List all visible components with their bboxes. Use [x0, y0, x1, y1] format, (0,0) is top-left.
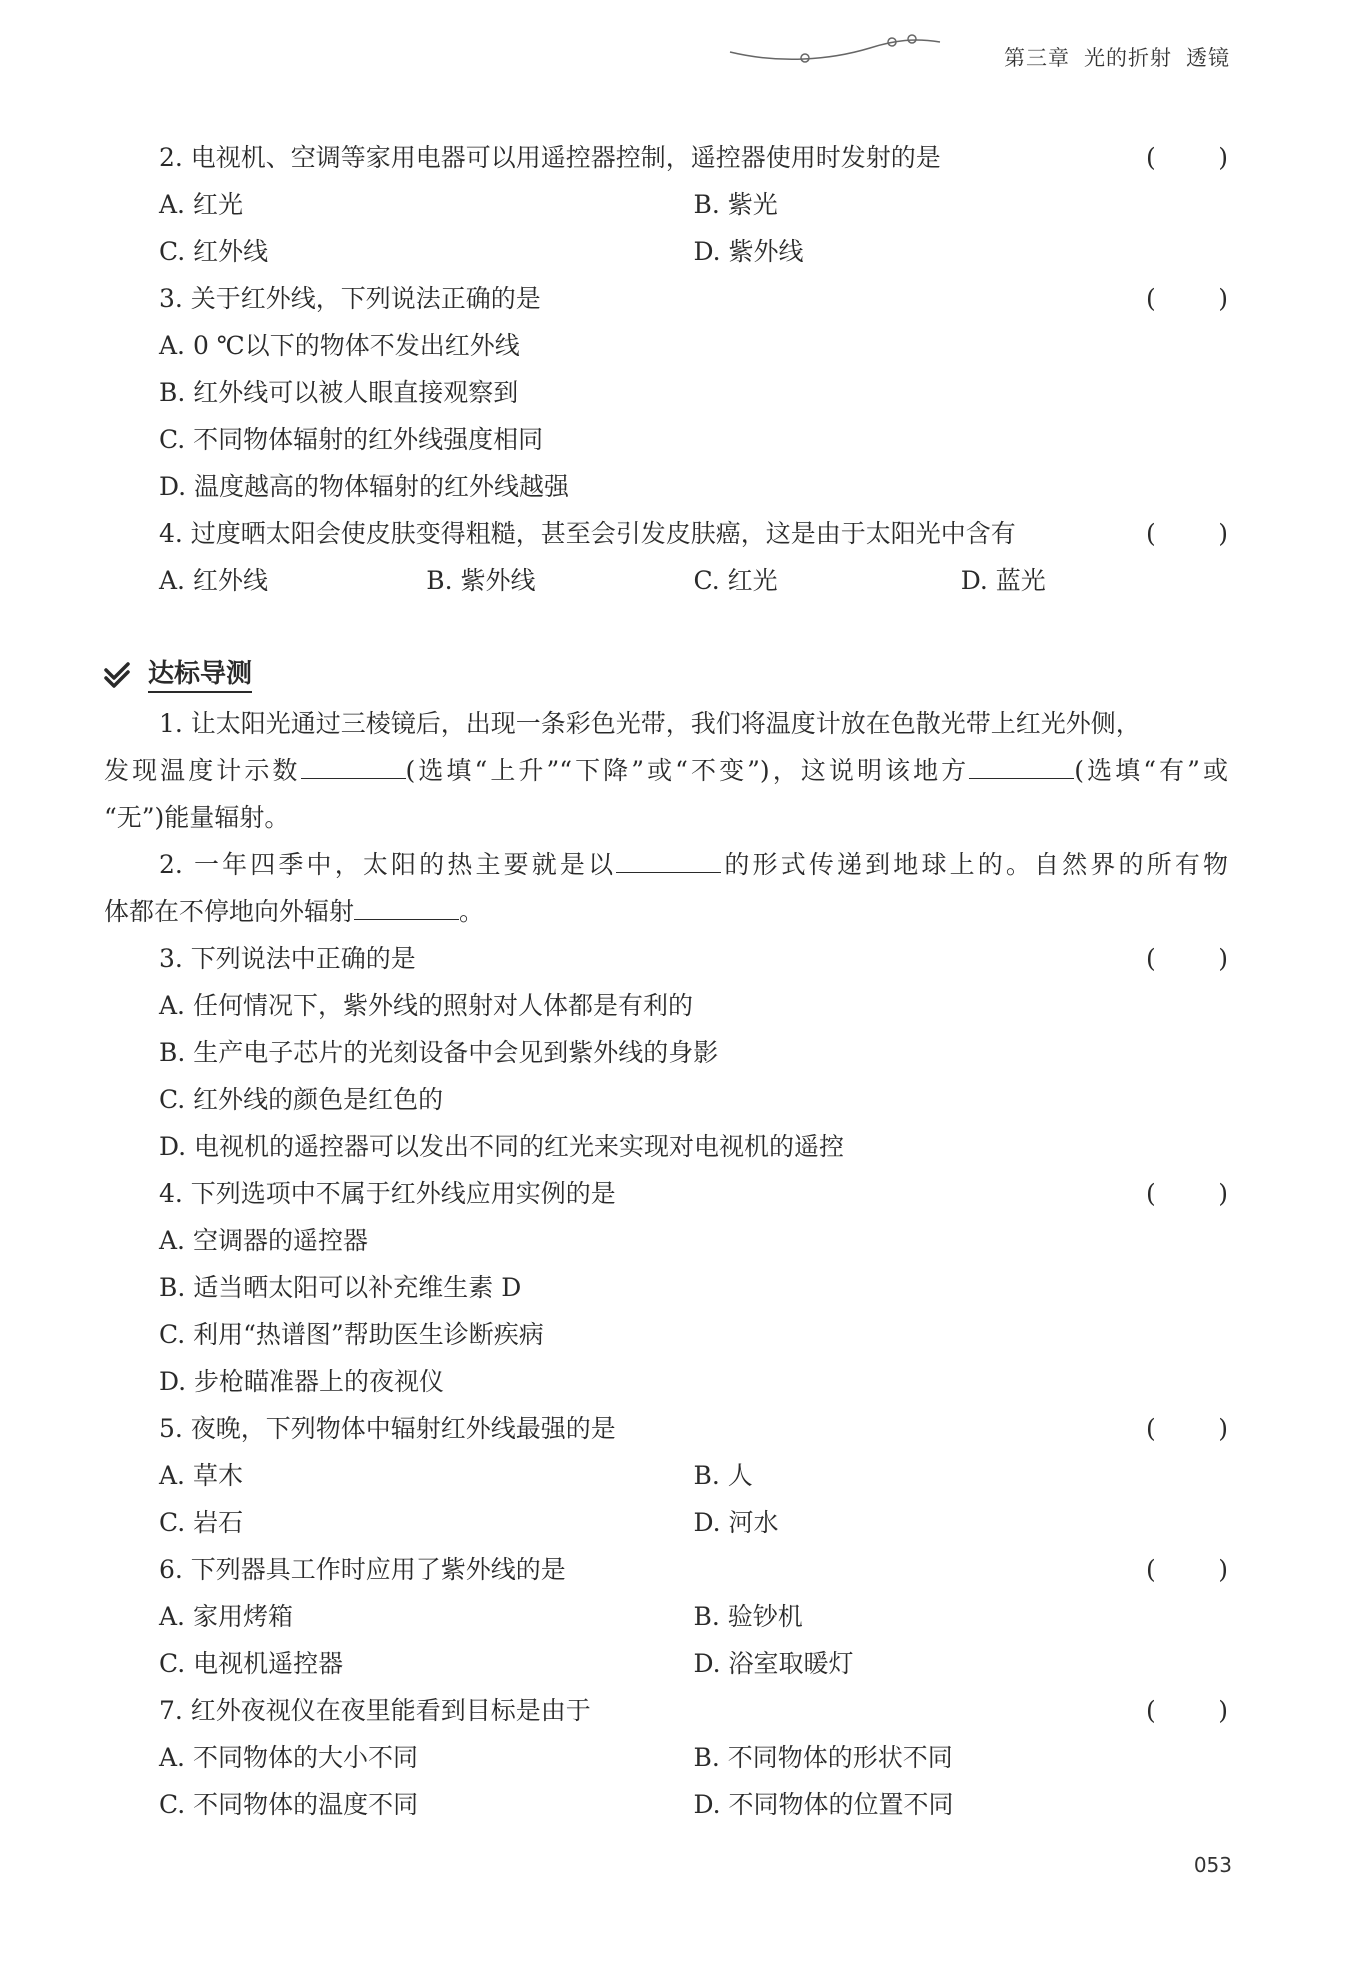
chapter-title-2: 透镜 [1186, 46, 1230, 70]
question-text: 5. 夜晚，下列物体中辐射红外线最强的是 [159, 1414, 616, 1443]
answer-bracket: ( ) [1146, 944, 1228, 973]
option-b: B. 验钞机 [693, 1602, 803, 1631]
option-b: B. 红外线可以被人眼直接观察到 [159, 378, 519, 407]
double-check-icon [104, 661, 140, 689]
page-number: 053 [1193, 1853, 1232, 1877]
answer-bracket: ( ) [1146, 143, 1228, 172]
option-c: C. 岩石 [159, 1508, 244, 1537]
question-stem [104, 1687, 1228, 1734]
question-stem [104, 275, 1228, 322]
decorative-swirl-icon [720, 30, 980, 70]
option-d: D. 蓝光 [960, 566, 1046, 595]
option-b: B. 适当晒太阳可以补充维生素 D [159, 1273, 522, 1302]
option-a: A. 0 ℃以下的物体不发出红外线 [159, 331, 520, 360]
question-text: 4. 下列选项中不属于红外线应用实例的是 [159, 1179, 616, 1208]
paragraph-line: 2. 一年四季中，太阳的热主要就是以 的形式传递到地球上的。自然界的所有物 [104, 841, 1228, 888]
question-text: 4. 过度晒太阳会使皮肤变得粗糙，甚至会引发皮肤癌，这是由于太阳光中含有 [159, 519, 1016, 548]
question-text: 3. 下列说法中正确的是 [159, 944, 416, 973]
option-c: C. 红光 [693, 566, 778, 595]
option-a: A. 不同物体的大小不同 [159, 1743, 418, 1772]
section-title: 达标导测 [148, 657, 252, 693]
option-row [104, 1499, 1228, 1546]
answer-bracket: ( ) [1146, 1696, 1228, 1725]
option-row [104, 557, 1228, 604]
option-b: B. 不同物体的形状不同 [693, 1743, 953, 1772]
answer-blank[interactable] [301, 750, 406, 779]
question-stem [104, 935, 1228, 982]
option-c: C. 红外线的颜色是红色的 [159, 1085, 444, 1114]
option-row [104, 181, 1228, 228]
question-text: 2. 电视机、空调等家用电器可以用遥控器控制，遥控器使用时发射的是 [159, 143, 941, 172]
paragraph-line: “无”)能量辐射。 [104, 803, 290, 832]
page-header [720, 30, 1230, 80]
option-c: C. 利用“热谱图”帮助医生诊断疾病 [159, 1320, 544, 1349]
option-row [104, 1452, 1228, 1499]
page-content [104, 134, 1228, 1828]
option-d: D. 紫外线 [693, 237, 804, 266]
answer-bracket: ( ) [1146, 1414, 1228, 1443]
chapter-label: 第三章 [1004, 46, 1070, 70]
option-d: D. 河水 [693, 1508, 779, 1537]
option-b: B. 紫光 [693, 190, 778, 219]
option-c: C. 不同物体的温度不同 [159, 1790, 419, 1819]
question-text: 6. 下列器具工作时应用了紫外线的是 [159, 1555, 566, 1584]
question-stem [104, 1170, 1228, 1217]
answer-blank[interactable] [616, 844, 721, 873]
option-row [104, 1781, 1228, 1828]
option-row [104, 1734, 1228, 1781]
option-a: A. 红光 [159, 190, 243, 219]
option-row [104, 228, 1228, 275]
fill-in-question-1 [104, 700, 1228, 841]
paragraph-line: 1. 让太阳光通过三棱镜后，出现一条彩色光带，我们将温度计放在色散光带上红光外侧， [159, 709, 1141, 738]
answer-bracket: ( ) [1146, 284, 1228, 313]
answer-blank[interactable] [354, 891, 459, 920]
chapter-title [990, 42, 1230, 72]
answer-bracket: ( ) [1146, 1179, 1228, 1208]
option-b: B. 紫外线 [426, 566, 536, 595]
question-text: 7. 红外夜视仪在夜里能看到目标是由于 [159, 1696, 591, 1725]
question-stem [104, 510, 1228, 557]
option-a: A. 家用烤箱 [159, 1602, 293, 1631]
option-b: B. 人 [693, 1461, 753, 1490]
option-d: D. 电视机的遥控器可以发出不同的红光来实现对电视机的遥控 [159, 1132, 845, 1161]
option-c: C. 电视机遥控器 [159, 1649, 344, 1678]
option-row [104, 1593, 1228, 1640]
option-d: D. 不同物体的位置不同 [693, 1790, 954, 1819]
option-row [104, 1640, 1228, 1687]
question-stem [104, 1546, 1228, 1593]
question-text: 3. 关于红外线，下列说法正确的是 [159, 284, 541, 313]
option-a: A. 红外线 [159, 566, 268, 595]
paragraph-line: 体都在不停地向外辐射 。 [104, 888, 1228, 935]
paragraph-line: 发现温度计示数 (选填“上升”“下降”或“不变”)，这说明该地方 (选填“有”或 [104, 747, 1228, 794]
answer-blank[interactable] [969, 750, 1074, 779]
option-b: B. 生产电子芯片的光刻设备中会见到紫外线的身影 [159, 1038, 719, 1067]
question-stem [104, 1405, 1228, 1452]
question-stem [104, 134, 1228, 181]
option-a: A. 任何情况下，紫外线的照射对人体都是有利的 [159, 991, 693, 1020]
answer-bracket: ( ) [1146, 519, 1228, 548]
option-d: D. 温度越高的物体辐射的红外线越强 [159, 472, 570, 501]
option-c: C. 不同物体辐射的红外线强度相同 [159, 425, 544, 454]
section-heading [104, 650, 1228, 700]
option-a: A. 空调器的遥控器 [159, 1226, 368, 1255]
option-a: A. 草木 [159, 1461, 243, 1490]
chapter-title-1: 光的折射 [1084, 46, 1172, 70]
option-d: D. 浴室取暖灯 [693, 1649, 854, 1678]
answer-bracket: ( ) [1146, 1555, 1228, 1584]
option-d: D. 步枪瞄准器上的夜视仪 [159, 1367, 445, 1396]
fill-in-question-2 [104, 841, 1228, 935]
option-c: C. 红外线 [159, 237, 269, 266]
